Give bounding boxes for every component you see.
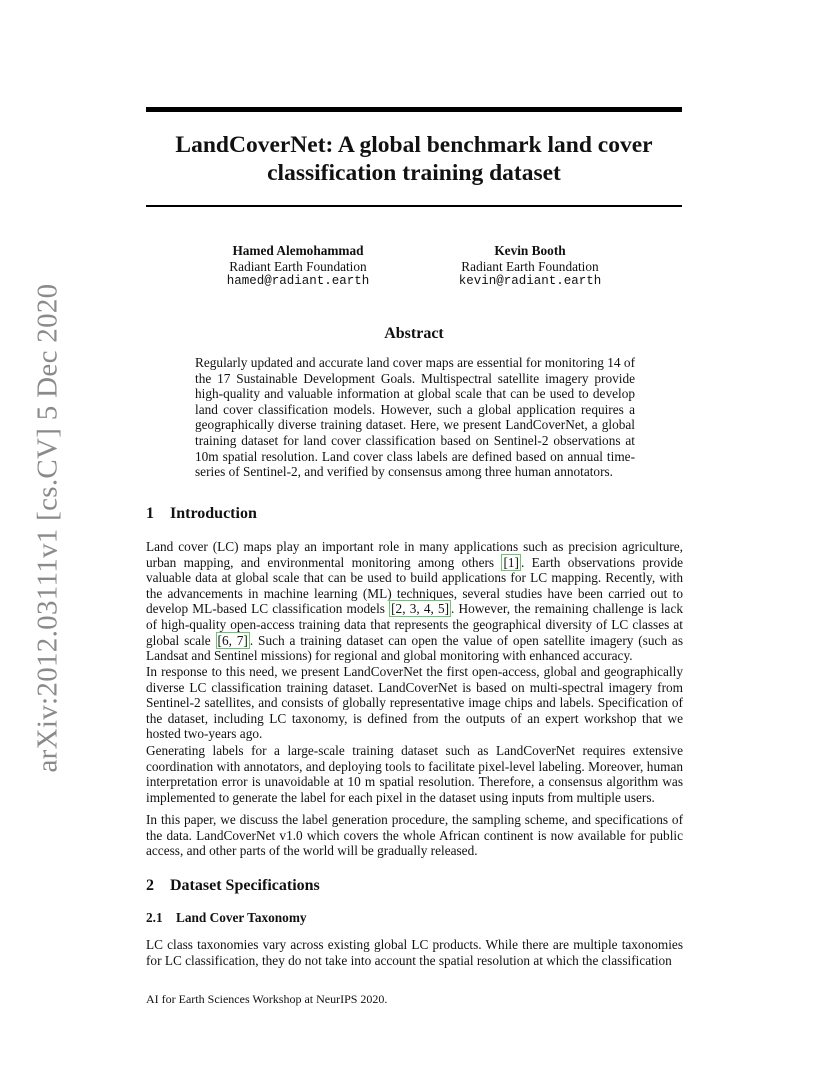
author-email: hamed@radiant.earth [226,274,370,288]
title-top-rule [146,107,682,112]
venue-footnote: AI for Earth Sciences Workshop at NeurIPS 2020. [146,992,388,1006]
paper-title: LandCoverNet: A global benchmark land cover classification training dataset [175,132,653,186]
citation-link[interactable]: [6, 7] [217,632,248,648]
author-email: kevin@radiant.earth [458,274,602,288]
subsection-heading-land-cover-taxonomy [146,910,307,926]
section-heading-dataset-specifications [146,877,320,895]
text-run: . Such a training dataset can open the value of open satellite imagery (such as Landsat and Sentinel missions) for regional and global monitoring with enhanced accuracy. [146,632,683,664]
intro-paragraph-4: In this paper, we discuss the label generation procedure, the sampling scheme, and specifications of the data. LandCoverNet v1.0 which covers the whole African continent is now available for public access, and other parts of the world will be gradually released. [146,812,683,859]
abstract-text: Regularly updated and accurate land cover maps are essential for monitoring 14 of the 17 Sustainable Development Goals. Multispectral satellite imagery provide high-quality and valuable information at global scale that can be used to develop land cover classification models. However, such a global application requires a geographically diverse training dataset. Here, we present LandCoverNet, a global training dataset for land cover classification based on Sentinel-2 observations at 10m spatial resolution. Land cover class labels are defined based on annual time-series of Sentinel-2, and verified by consensus among three human annotators. [195,355,635,480]
abstract-heading: Abstract [384,325,444,342]
author-name: Kevin Booth [494,243,566,258]
subsection-number: 2.1 [146,910,163,925]
author-name: Hamed Alemohammad [232,243,364,258]
section-heading-introduction [146,505,257,523]
intro-paragraph-1 [146,539,683,664]
intro-paragraph-2: In response to this need, we present LandCoverNet the first open-access, global and geographically diverse LC classification training dataset. LandCoverNet is based on multi-spectral imagery from Sentinel-2 satellites, and consists of globally representative image chips and labels. Specification of the dataset, including LC taxonomy, is defined from the outputs of an expert workshop that we hosted two-years ago. [146,664,683,742]
title-bottom-rule [146,205,682,207]
subsection-title: Land Cover Taxonomy [176,910,307,925]
text-run: Land cover (LC) maps play an important role in many applications such as precision agriculture, urban mapping, and environmental monitoring among others [146,539,683,570]
text-run: . However, the remaining challenge is lack of high-quality open-access training data that represents the geographical diversity of LC classes at global scale [146,601,683,648]
author-affiliation: Radiant Earth Foundation [229,258,367,274]
taxonomy-paragraph-1: LC class taxonomies vary across existing global LC products. While there are multiple taxonomies for LC classification, they do not take into account the spatial resolution at which the classification [146,937,683,968]
author-affiliation: Radiant Earth Foundation [461,258,599,274]
author-block [208,243,388,290]
citation-link[interactable]: [2, 3, 4, 5] [391,601,450,617]
section-title: Introduction [170,505,257,522]
section-title: Dataset Specifications [170,877,320,894]
author-block [440,243,620,290]
citation-link[interactable]: [1] [503,554,519,570]
section-number: 1 [146,505,154,522]
text-run: . Earth observations provide valuable data at global scale that can be used to build applications for LC mapping. Recently, with the advancements in machine learning (ML) techniques, several studies have been carried out to develop ML-based LC classification models [146,554,684,617]
arxiv-identifier: arXiv:2012.03111v1 [cs.CV] 5 Dec 2020 [31,283,64,773]
section-number: 2 [146,877,154,894]
intro-paragraph-3: Generating labels for a large-scale training dataset such as LandCoverNet requires extensive coordination with annotators, and deploying tools to facilitate pixel-level labeling. Moreover, human interpretation error is unavoidable at 10 m spatial resolution. Therefore, a consensus algorithm was implemented to generate the label for each pixel in the dataset using inputs from multiple users. [146,743,683,805]
